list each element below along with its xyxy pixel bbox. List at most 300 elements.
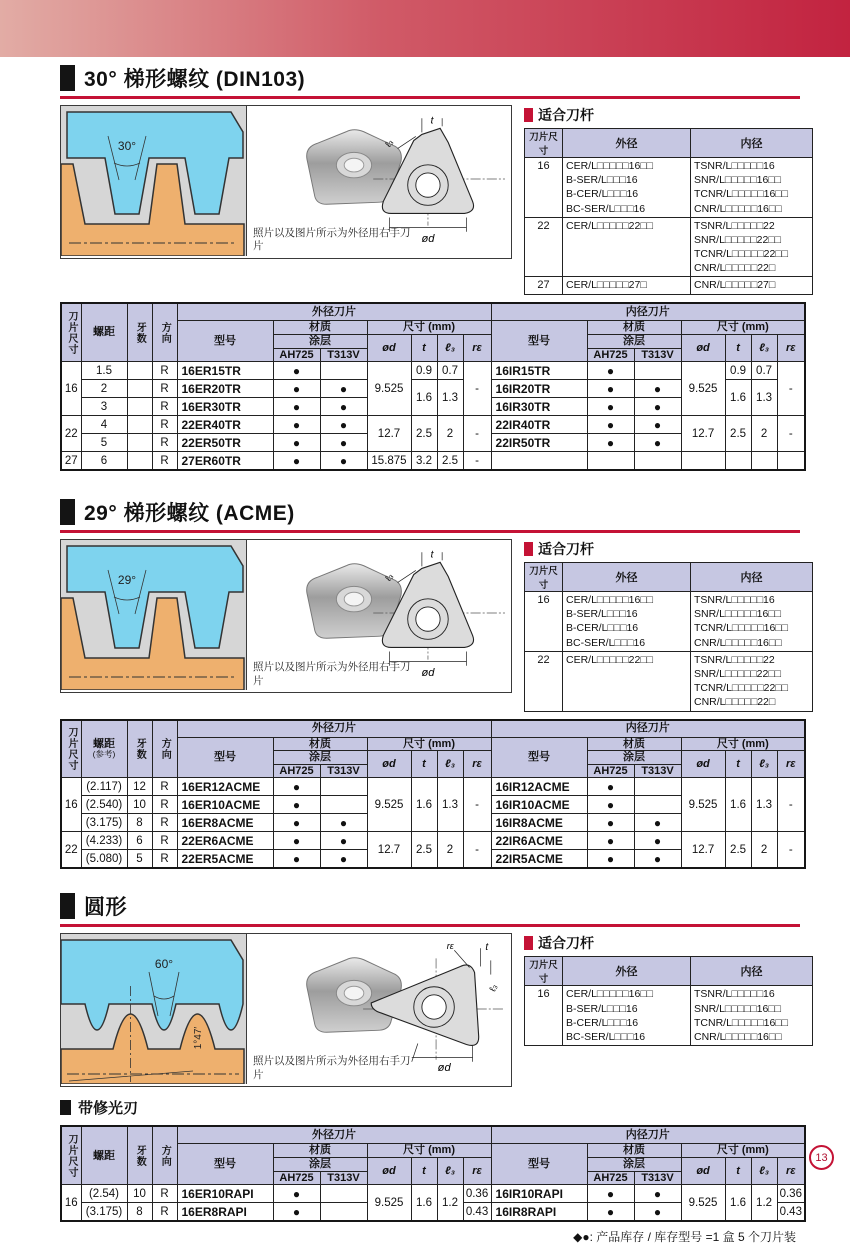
holders-block	[524, 539, 800, 711]
data-cell: 2.5	[437, 452, 463, 471]
page-number: 13	[809, 1145, 834, 1170]
stock-dot-cell: ●	[587, 398, 634, 416]
col-header-l3: ℓ₃	[437, 751, 463, 778]
data-cell: 2.5	[411, 416, 437, 452]
group-header-dims: 尺寸 (mm)	[367, 321, 491, 335]
data-cell: 22	[61, 416, 81, 452]
group-header-external: 外径刀片	[177, 1126, 491, 1144]
stock-dot-cell: ●	[587, 380, 634, 398]
section-title: 29° 梯形螺纹 (ACME)	[84, 502, 295, 526]
diagram-box	[60, 933, 512, 1087]
model-cell: 22ER5ACME	[177, 850, 273, 869]
data-cell: (2.117)	[81, 778, 127, 796]
section-title-bar	[60, 891, 800, 927]
title-block-icon	[60, 893, 75, 919]
holder-model: CER/L□□□□□22□□	[566, 653, 653, 666]
holders-header-size: 刀片尺寸	[525, 129, 563, 158]
group-header-material: 材质	[273, 1144, 367, 1158]
data-cell: 9.525	[367, 1185, 411, 1222]
holder-model: TCNR/L□□□□□22□□	[694, 248, 788, 261]
col-header-teeth: 牙数	[127, 303, 152, 361]
col-header-model: 型号	[491, 737, 587, 778]
insert-spec-table	[60, 302, 806, 471]
data-cell: 2	[81, 380, 127, 398]
data-cell	[127, 362, 152, 380]
dim-label-re: rε	[446, 941, 454, 952]
stock-dot-cell: ●	[273, 1203, 320, 1222]
pitch-note: (参考)	[92, 749, 116, 760]
insert-spec-table	[60, 1125, 806, 1222]
data-cell: 4	[81, 416, 127, 434]
data-cell	[127, 398, 152, 416]
data-cell: 12.7	[681, 416, 725, 452]
data-cell: 0.9	[411, 362, 437, 380]
photo-panel	[247, 934, 511, 1086]
stock-dot-cell: ●	[273, 452, 320, 471]
data-cell	[634, 362, 681, 380]
col-header-model: 型号	[491, 321, 587, 362]
section-title: 30° 梯形螺纹 (DIN103)	[84, 68, 306, 91]
data-cell	[320, 1185, 367, 1203]
holders-header-row	[525, 563, 813, 592]
data-cell: R	[152, 362, 177, 380]
holder-models-external	[563, 277, 691, 295]
data-cell: 16	[61, 1185, 81, 1222]
col-header-od: ød	[367, 334, 411, 361]
holders-row	[525, 986, 813, 1046]
holders-header-row	[525, 957, 813, 986]
col-header-teeth: 牙数	[127, 720, 152, 778]
data-cell	[127, 416, 152, 434]
group-header-internal: 内径刀片	[491, 1126, 805, 1144]
model-cell: 16ER10RAPI	[177, 1185, 273, 1203]
data-cell: 3.2	[411, 452, 437, 471]
holder-model: B-SER/L□□□16	[566, 1002, 638, 1015]
holders-title: 适合刀杆	[524, 539, 800, 559]
stock-dot-cell: ●	[320, 850, 367, 869]
data-cell: 8	[127, 814, 152, 832]
stock-dot-cell: ●	[273, 398, 320, 416]
stock-dot-cell: ●	[587, 1185, 634, 1203]
stock-dot-cell: ●	[634, 832, 681, 850]
col-header-model: 型号	[177, 321, 273, 362]
holders-row	[525, 277, 813, 295]
holder-model: CER/L□□□□□22□□	[566, 219, 653, 232]
data-cell: 1.6	[725, 380, 751, 416]
data-cell: 9.525	[681, 362, 725, 416]
holder-model: SNR/L□□□□□16□□	[694, 1002, 781, 1015]
taper-label: 1°47′	[193, 1027, 204, 1050]
insert-spec-table	[60, 719, 806, 870]
data-cell: 0.43	[777, 1203, 805, 1222]
model-cell: 16ER8RAPI	[177, 1203, 273, 1222]
data-cell	[320, 1203, 367, 1222]
data-cell	[320, 778, 367, 796]
dim-label-od: ød	[421, 666, 435, 679]
group-header-coating: 涂层	[273, 1158, 367, 1172]
col-header-re: rε	[463, 334, 491, 361]
data-cell: 10	[127, 1185, 152, 1203]
holder-model: CER/L□□□□□16□□	[566, 160, 653, 172]
model-cell: 16ER20TR	[177, 380, 273, 398]
holder-models-external	[563, 986, 691, 1046]
data-cell: 1.3	[437, 778, 463, 832]
data-cell: 0.36	[463, 1185, 491, 1203]
model-cell: 27ER60TR	[177, 452, 273, 471]
col-header-re: rε	[463, 751, 491, 778]
stock-dot-cell: ●	[273, 416, 320, 434]
col-header-od: ød	[367, 751, 411, 778]
holder-size-cell: 22	[525, 651, 563, 711]
angle-label: 60°	[154, 957, 174, 972]
thread-profile-diagram	[61, 106, 247, 256]
holder-models-internal	[691, 158, 813, 218]
data-cell: 0.9	[725, 362, 751, 380]
data-cell: 1.6	[411, 380, 437, 416]
data-cell: R	[152, 1185, 177, 1203]
data-cell: 12.7	[681, 832, 725, 869]
stock-dot-cell: ●	[320, 416, 367, 434]
col-header-t: t	[725, 751, 751, 778]
header-row-1	[61, 720, 805, 738]
group-header-dims: 尺寸 (mm)	[681, 321, 805, 335]
data-cell: R	[152, 398, 177, 416]
col-header-t: t	[725, 1158, 751, 1185]
trapezoid-thread-svg	[61, 106, 246, 256]
col-header-direction: 方向	[152, 303, 177, 361]
holder-model: B-CER/L□□□16	[566, 1016, 639, 1029]
data-cell: 1.6	[725, 778, 751, 832]
col-header-model: 型号	[177, 737, 273, 778]
holders-header-external: 外径	[563, 563, 691, 592]
stock-dot-cell: ●	[273, 850, 320, 869]
group-header-coating: 涂层	[273, 334, 367, 348]
data-cell: 9.525	[681, 778, 725, 832]
holders-header-row	[525, 129, 813, 158]
stock-dot-cell: ●	[320, 434, 367, 452]
data-cell	[320, 362, 367, 380]
stock-dot-cell: ●	[320, 832, 367, 850]
holder-model: B-SER/L□□□16	[566, 174, 638, 187]
data-cell	[587, 452, 634, 471]
holder-models-internal	[691, 277, 813, 295]
holder-model: BC-SER/L□□□16	[566, 202, 646, 215]
holders-header-external: 外径	[563, 957, 691, 986]
data-cell	[127, 434, 152, 452]
data-cell: (3.175)	[81, 1203, 127, 1222]
col-header-t: t	[411, 1158, 437, 1185]
stock-footnote: ◆●: 产品库存 / 库存型号 =1 盒 5 个刀片装	[573, 1230, 796, 1245]
data-cell: 5	[81, 434, 127, 452]
holder-model: CNR/L□□□□□16□□	[694, 202, 782, 215]
model-cell: 22ER40TR	[177, 416, 273, 434]
col-header-teeth: 牙数	[127, 1126, 152, 1184]
stock-dot-cell: ●	[634, 1203, 681, 1222]
red-square-icon	[524, 936, 533, 950]
col-header-grade-t313v: T313V	[634, 348, 681, 362]
spec-row	[61, 1185, 805, 1203]
col-header-od: ød	[367, 1158, 411, 1185]
section-round	[60, 891, 800, 1222]
model-cell	[491, 452, 587, 471]
col-header-pitch: 螺距	[81, 303, 127, 361]
toolholder-table	[524, 956, 813, 1046]
section-title: 圆形	[84, 896, 127, 920]
col-header-direction: 方向	[152, 1126, 177, 1184]
data-cell: -	[777, 416, 805, 452]
dim-label-od: ød	[421, 232, 435, 245]
group-header-material: 材质	[587, 321, 681, 335]
data-cell: 3	[81, 398, 127, 416]
stock-dot-cell: ●	[587, 416, 634, 434]
holder-model: CNR/L□□□□□16□□	[694, 636, 782, 649]
holder-size-cell: 16	[525, 986, 563, 1046]
section-trapezoid-acme	[60, 497, 800, 869]
data-cell: -	[463, 452, 491, 471]
data-cell: 1.6	[411, 1185, 437, 1222]
thread-profile-diagram	[61, 540, 247, 690]
data-cell	[320, 796, 367, 814]
stock-dot-cell: ●	[587, 362, 634, 380]
data-cell: 10	[127, 796, 152, 814]
data-cell: R	[152, 1203, 177, 1222]
data-cell: R	[152, 434, 177, 452]
col-header-re: rε	[463, 1158, 491, 1185]
group-header-internal: 内径刀片	[491, 720, 805, 738]
group-header-dims: 尺寸 (mm)	[367, 1144, 491, 1158]
stock-dot-cell: ●	[273, 362, 320, 380]
dim-label-l3: ℓ₃	[382, 137, 395, 149]
holder-model: B-CER/L□□□16	[566, 622, 639, 635]
col-header-od: ød	[681, 1158, 725, 1185]
col-header-grade-t313v: T313V	[320, 348, 367, 362]
holder-models-external	[563, 158, 691, 218]
red-square-icon	[524, 542, 533, 556]
model-cell: 22ER6ACME	[177, 832, 273, 850]
group-header-dims: 尺寸 (mm)	[681, 737, 805, 751]
data-cell: 12	[127, 778, 152, 796]
dim-label-t: t	[430, 549, 434, 561]
stock-dot-cell: ●	[587, 1203, 634, 1222]
model-cell: 16IR20TR	[491, 380, 587, 398]
data-cell: -	[463, 832, 491, 869]
holder-model: BC-SER/L□□□16	[566, 1030, 646, 1043]
col-header-l3: ℓ₃	[437, 334, 463, 361]
col-header-l3: ℓ₃	[751, 751, 777, 778]
col-header-grade-t313v: T313V	[634, 1171, 681, 1185]
model-cell: 16IR12ACME	[491, 778, 587, 796]
diagram-box	[60, 539, 512, 693]
model-cell: 22IR6ACME	[491, 832, 587, 850]
stock-dot-cell: ●	[634, 398, 681, 416]
holder-model: TCNR/L□□□□□22□□	[694, 682, 788, 695]
group-header-internal: 内径刀片	[491, 303, 805, 321]
col-header-re: rε	[777, 334, 805, 361]
holder-models-internal	[691, 592, 813, 652]
data-cell: 6	[127, 832, 152, 850]
holder-model: CER/L□□□□□27□	[566, 279, 647, 292]
photo-panel	[247, 540, 511, 692]
data-cell	[634, 778, 681, 796]
top-banner	[0, 0, 850, 57]
holder-models-internal	[691, 217, 813, 277]
data-cell: 0.7	[751, 362, 777, 380]
col-header-grade-ah725: AH725	[273, 1171, 320, 1185]
holders-block	[524, 933, 800, 1046]
data-cell	[127, 452, 152, 471]
group-header-coating: 涂层	[273, 751, 367, 765]
data-cell: -	[463, 416, 491, 452]
stock-dot-cell: ●	[587, 434, 634, 452]
model-cell: 22IR40TR	[491, 416, 587, 434]
holder-size-cell: 16	[525, 592, 563, 652]
holders-header-size: 刀片尺寸	[525, 957, 563, 986]
col-header-model: 型号	[491, 1144, 587, 1185]
data-cell: R	[152, 832, 177, 850]
stock-dot-cell: ●	[320, 380, 367, 398]
holder-model: CNR/L□□□□□22□	[694, 262, 776, 275]
holder-model: CNR/L□□□□□22□	[694, 696, 776, 709]
data-cell	[777, 452, 805, 471]
group-header-dims: 尺寸 (mm)	[681, 1144, 805, 1158]
holder-models-internal	[691, 651, 813, 711]
data-cell: 2	[751, 832, 777, 869]
data-cell: R	[152, 778, 177, 796]
holder-models-external	[563, 651, 691, 711]
stock-dot-cell: ●	[587, 796, 634, 814]
thread-profile-diagram	[61, 934, 247, 1084]
model-cell: 16IR8RAPI	[491, 1203, 587, 1222]
col-header-re: rε	[777, 751, 805, 778]
toolholder-table	[524, 128, 813, 295]
col-header-re: rε	[777, 1158, 805, 1185]
model-cell: 16IR8ACME	[491, 814, 587, 832]
model-cell: 16ER8ACME	[177, 814, 273, 832]
data-cell	[725, 452, 751, 471]
data-cell: 9.525	[681, 1185, 725, 1222]
holder-model: SNR/L□□□□□22□□	[694, 668, 781, 680]
data-cell: 1.6	[725, 1185, 751, 1222]
holder-size-cell: 27	[525, 277, 563, 295]
data-cell: (3.175)	[81, 814, 127, 832]
holder-model: TSNR/L□□□□□16	[694, 594, 775, 607]
data-cell: R	[152, 416, 177, 434]
dim-label-t: t	[485, 942, 489, 954]
holder-models-internal	[691, 986, 813, 1046]
model-cell: 16IR10ACME	[491, 796, 587, 814]
data-cell: -	[777, 362, 805, 416]
col-header-pitch: 螺距 (参考)	[81, 720, 127, 778]
col-header-l3: ℓ₃	[437, 1158, 463, 1185]
col-header-insert-size: 刀片尺寸	[61, 303, 81, 361]
data-cell: R	[152, 452, 177, 471]
data-cell: 1.2	[437, 1185, 463, 1222]
data-cell	[751, 452, 777, 471]
stock-dot-cell: ●	[320, 452, 367, 471]
data-cell: 5	[127, 850, 152, 869]
stock-dot-cell: ●	[273, 814, 320, 832]
data-cell: R	[152, 380, 177, 398]
data-cell	[127, 380, 152, 398]
col-header-grade-t313v: T313V	[320, 764, 367, 778]
data-cell: 2.5	[725, 416, 751, 452]
stock-dot-cell: ●	[587, 850, 634, 869]
model-cell: 22IR5ACME	[491, 850, 587, 869]
spec-row	[61, 778, 805, 796]
angle-label: 30°	[117, 139, 137, 153]
stock-dot-cell: ●	[634, 380, 681, 398]
header-row-1	[61, 1126, 805, 1144]
col-header-insert-size: 刀片尺寸	[61, 1126, 81, 1184]
stock-dot-cell: ●	[273, 434, 320, 452]
holders-row	[525, 217, 813, 277]
holders-row	[525, 592, 813, 652]
holder-size-cell: 16	[525, 158, 563, 218]
data-cell: 0.36	[777, 1185, 805, 1203]
group-header-external: 外径刀片	[177, 720, 491, 738]
trapezoid-thread-svg	[61, 540, 246, 690]
data-cell: 0.7	[437, 362, 463, 380]
dim-label-t: t	[430, 115, 434, 127]
data-cell: 2.5	[411, 832, 437, 869]
stock-dot-cell: ●	[634, 434, 681, 452]
col-header-grade-ah725: AH725	[587, 764, 634, 778]
group-header-dims: 尺寸 (mm)	[367, 737, 491, 751]
data-cell: 15.875	[367, 452, 411, 471]
title-block-icon	[60, 499, 75, 525]
section-trapezoid-din103	[60, 63, 800, 471]
data-cell: 1.3	[751, 380, 777, 416]
data-cell: 9.525	[367, 362, 411, 416]
data-cell: (5.080)	[81, 850, 127, 869]
holders-row	[525, 651, 813, 711]
holders-title: 适合刀杆	[524, 933, 800, 953]
section-title-bar	[60, 497, 800, 533]
stock-dot-cell: ●	[587, 832, 634, 850]
photo-panel	[247, 106, 511, 258]
data-cell: 2	[437, 832, 463, 869]
data-cell: 12.7	[367, 832, 411, 869]
data-cell: 27	[61, 452, 81, 471]
stock-dot-cell: ●	[273, 1185, 320, 1203]
page-content	[0, 57, 850, 1245]
dim-label-l3: ℓ₃	[382, 572, 395, 583]
data-cell: 1.3	[751, 778, 777, 832]
col-header-l3: ℓ₃	[751, 1158, 777, 1185]
col-header-grade-ah725: AH725	[587, 348, 634, 362]
holder-model: CNR/L□□□□□16□□	[694, 1030, 782, 1043]
data-cell	[681, 452, 725, 471]
stock-dot-cell: ●	[634, 416, 681, 434]
holder-size-cell: 22	[525, 217, 563, 277]
holders-header-external: 外径	[563, 129, 691, 158]
holders-block	[524, 105, 800, 295]
model-cell: 16ER30TR	[177, 398, 273, 416]
black-square-icon	[60, 1100, 71, 1115]
holder-model: TCNR/L□□□□□16□□	[694, 622, 788, 635]
holders-header-internal: 内径	[691, 129, 813, 158]
data-cell: 12.7	[367, 416, 411, 452]
data-cell: (2.54)	[81, 1185, 127, 1203]
model-cell: 22ER50TR	[177, 434, 273, 452]
holders-title: 适合刀杆	[524, 105, 800, 125]
holder-model: SNR/L□□□□□16□□	[694, 174, 781, 187]
col-header-l3: ℓ₃	[751, 334, 777, 361]
photo-caption: 照片以及图片所示为外径用右手刀片	[253, 660, 411, 687]
data-cell: 1.2	[751, 1185, 777, 1222]
holder-model: TSNR/L□□□□□16	[694, 988, 775, 1001]
holder-model: B-CER/L□□□16	[566, 188, 639, 201]
